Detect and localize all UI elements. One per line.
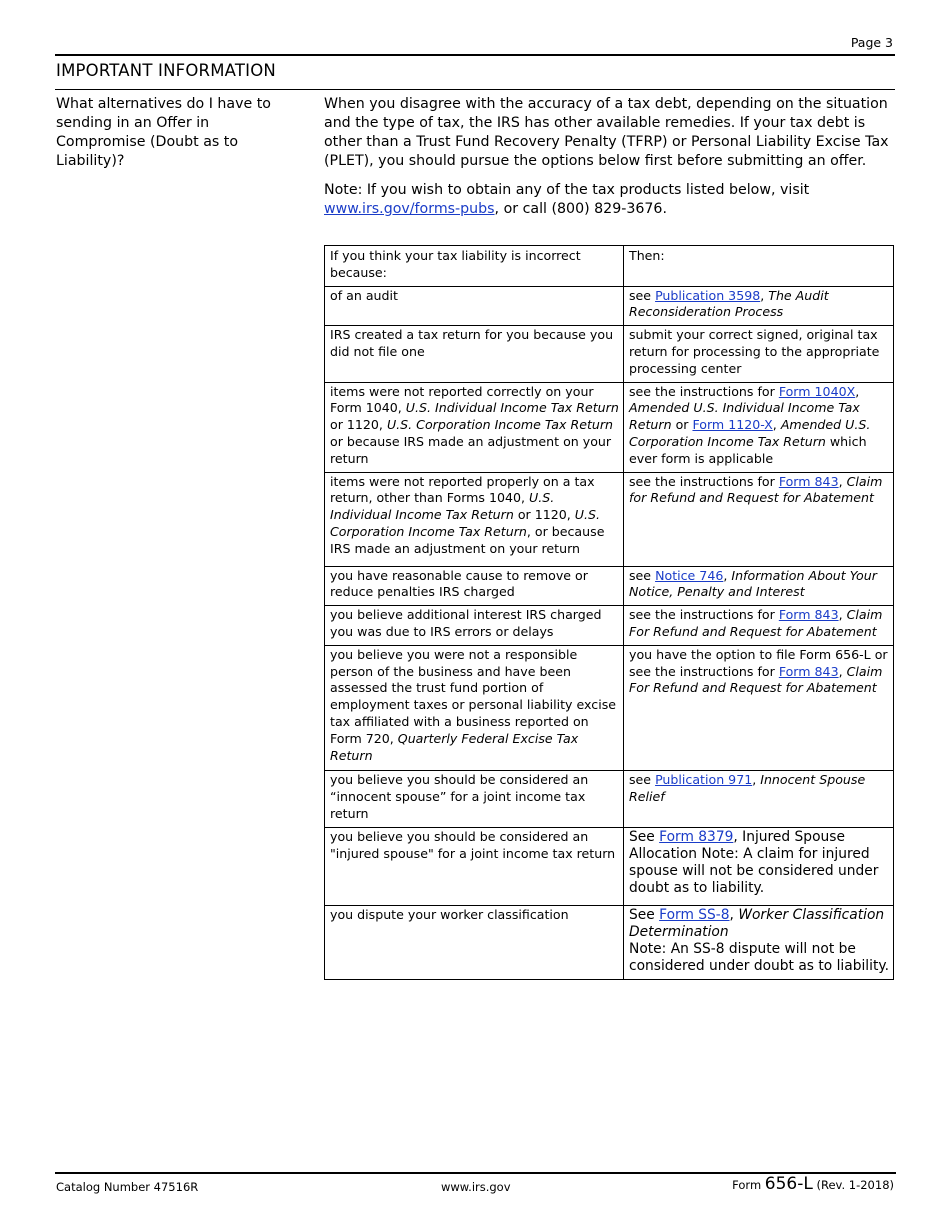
then-text: see — [629, 567, 656, 583]
reason-cell — [325, 472, 624, 566]
reason-text: items were not reported properly on a tax return, other than Forms 1040, — [330, 473, 595, 506]
then-text: see the instructions for — [629, 383, 779, 399]
reason-cell: you have reasonable cause to remove or reduce penalties IRS charged — [325, 566, 624, 606]
table-row — [325, 905, 894, 979]
reason-title: Quarterly Federal Excise Tax Return — [330, 730, 579, 763]
then-cell — [624, 566, 894, 606]
then-text: you have the option to file Form 656-L or see the instructions for — [629, 646, 888, 679]
then-text: , — [723, 567, 732, 583]
question-heading: What alternatives do I have to sending in an Offer in Compromise (Doubt as to Liability)? — [56, 96, 271, 169]
table-row — [325, 566, 894, 606]
then-title: Claim For Refund and Request for Abatement — [629, 663, 883, 696]
reason-cell: IRS created a tax return for you because you did not file one — [325, 326, 624, 382]
then-text: , — [772, 417, 781, 433]
form-1120x-link[interactable]: Form 1120-X — [692, 417, 773, 433]
reason-text: or 1120, — [330, 417, 387, 433]
reason-text: items were not reported correctly on your Form 1040, — [330, 383, 594, 416]
then-text: , — [760, 287, 769, 303]
page-number: Page 3 — [850, 35, 893, 50]
then-cell — [624, 827, 894, 905]
form-number: 656-L — [764, 1174, 813, 1194]
reason-text: or because IRS made an adjustment on your return — [330, 433, 612, 466]
then-text: , — [838, 607, 847, 623]
reason-cell: you believe you should be considered an “innocent spouse” for a joint income tax return — [325, 771, 624, 827]
reason-title: U.S. Individual Income Tax Return — [405, 400, 619, 416]
irs-forms-pubs-link[interactable]: www.irs.gov/forms-pubs — [324, 201, 495, 217]
table-header-row — [325, 246, 894, 287]
form-843-link[interactable]: Form 843 — [778, 607, 839, 623]
reason-cell: of an audit — [325, 286, 624, 326]
form-revision: (Rev. 1-2018) — [816, 1178, 894, 1192]
footer-website: www.irs.gov — [441, 1180, 511, 1194]
then-cell — [624, 606, 894, 646]
then-title: Claim for Refund and Request for Abatement — [629, 473, 883, 506]
then-text: which ever form is applicable — [629, 433, 867, 466]
then-text: see — [629, 772, 656, 788]
form-8379-link[interactable]: Form 8379 — [659, 828, 734, 845]
then-text: See — [629, 828, 660, 845]
form-843-link[interactable]: Form 843 — [778, 473, 839, 489]
section-title: IMPORTANT INFORMATION — [56, 61, 276, 80]
then-text: , — [838, 473, 847, 489]
reason-title: U.S. Corporation Income Tax Return — [330, 507, 600, 539]
notice-746-link[interactable]: Notice 746 — [655, 567, 724, 583]
then-cell — [624, 645, 894, 771]
form-843-link[interactable]: Form 843 — [778, 663, 839, 679]
then-cell — [624, 382, 894, 472]
then-text: see the instructions for — [629, 473, 779, 489]
table-row — [325, 286, 894, 326]
section-rule — [55, 89, 895, 90]
then-title: The Audit Reconsideration Process — [629, 287, 829, 320]
form-prefix: Form — [732, 1178, 765, 1192]
table-row — [325, 382, 894, 472]
then-cell — [624, 472, 894, 566]
table-row — [325, 326, 894, 382]
then-text: or — [671, 417, 693, 433]
then-cell — [624, 286, 894, 326]
then-text: , Injured Spouse Allocation — [629, 828, 845, 862]
then-title: Claim For Refund and Request for Abatement — [629, 607, 883, 639]
remedies-table — [324, 245, 894, 980]
form-identifier — [732, 1174, 894, 1194]
reason-cell: you dispute your worker classification — [325, 905, 624, 979]
intro-note — [324, 181, 896, 219]
table-row — [325, 606, 894, 646]
then-title: Amended U.S. Corporation Income Tax Return — [629, 417, 871, 449]
reason-text: or 1120, — [513, 507, 575, 523]
then-title: Amended U.S. Individual Income Tax Return — [629, 400, 860, 433]
then-note: Note: An SS-8 dispute will not be considered under doubt as to liability. — [629, 940, 889, 974]
then-text: , — [855, 383, 860, 399]
then-text: see — [629, 287, 656, 303]
then-text: , — [729, 906, 739, 923]
note-prefix: Note: If you wish to obtain any of the tax products listed below, visit — [324, 182, 810, 198]
reason-cell — [325, 382, 624, 472]
reason-title: U.S. Individual Income Tax Return — [330, 490, 555, 523]
publication-971-link[interactable]: Publication 971 — [655, 772, 753, 788]
catalog-number: Catalog Number 47516R — [56, 1180, 199, 1194]
table-row — [325, 771, 894, 827]
then-text: , — [752, 772, 761, 788]
intro-block — [324, 95, 896, 219]
reason-cell: you believe you should be considered an "injured spouse" for a joint income tax return — [325, 827, 624, 905]
form-ss8-link[interactable]: Form SS-8 — [659, 906, 730, 923]
header-cell-then: Then: — [624, 246, 894, 287]
then-title: Innocent Spouse Relief — [629, 772, 866, 805]
then-text: See — [629, 906, 660, 923]
then-title: Worker Classification Determination — [629, 906, 885, 940]
then-note: Note: A claim for injured spouse will not be considered under doubt as to liability. — [629, 845, 879, 896]
table-row — [325, 645, 894, 771]
intro-paragraph: When you disagree with the accuracy of a tax debt, depending on the situation and the type of tax, the IRS has other available remedies. If your tax debt is other than a Trust Fund Recovery Penalty (TFRP) or Personal Liability Excise Tax (PLET), you should pursue the options below first before submitting an offer. — [324, 96, 889, 169]
reason-text: you believe you were not a responsible person of the business and have been assessed the trust fund portion of employment taxes or personal liability excise tax affiliated with a business reported on Form 720, — [330, 646, 617, 746]
header-cell-reason: If you think your tax liability is incorrect because: — [325, 246, 624, 287]
then-cell — [624, 905, 894, 979]
form-1040x-link[interactable]: Form 1040X — [778, 383, 856, 399]
note-suffix: , or call (800) 829-3676. — [494, 201, 667, 217]
table-row — [325, 472, 894, 566]
then-cell — [624, 771, 894, 827]
reason-cell — [325, 645, 624, 771]
reason-text: , or because IRS made an adjustment on your return — [330, 523, 605, 556]
then-text: see the instructions for — [629, 607, 779, 623]
then-title: Information About Your Notice, Penalty and Interest — [629, 567, 877, 600]
header-rule — [55, 54, 895, 56]
table-row — [325, 827, 894, 905]
then-cell: submit your correct signed, original tax return for processing to the appropriate processing center — [624, 326, 894, 382]
publication-3598-link[interactable]: Publication 3598 — [655, 287, 761, 303]
then-text: , — [838, 663, 847, 679]
reason-title: U.S. Corporation Income Tax Return — [386, 417, 614, 433]
reason-cell: you believe additional interest IRS charged you was due to IRS errors or delays — [325, 606, 624, 646]
